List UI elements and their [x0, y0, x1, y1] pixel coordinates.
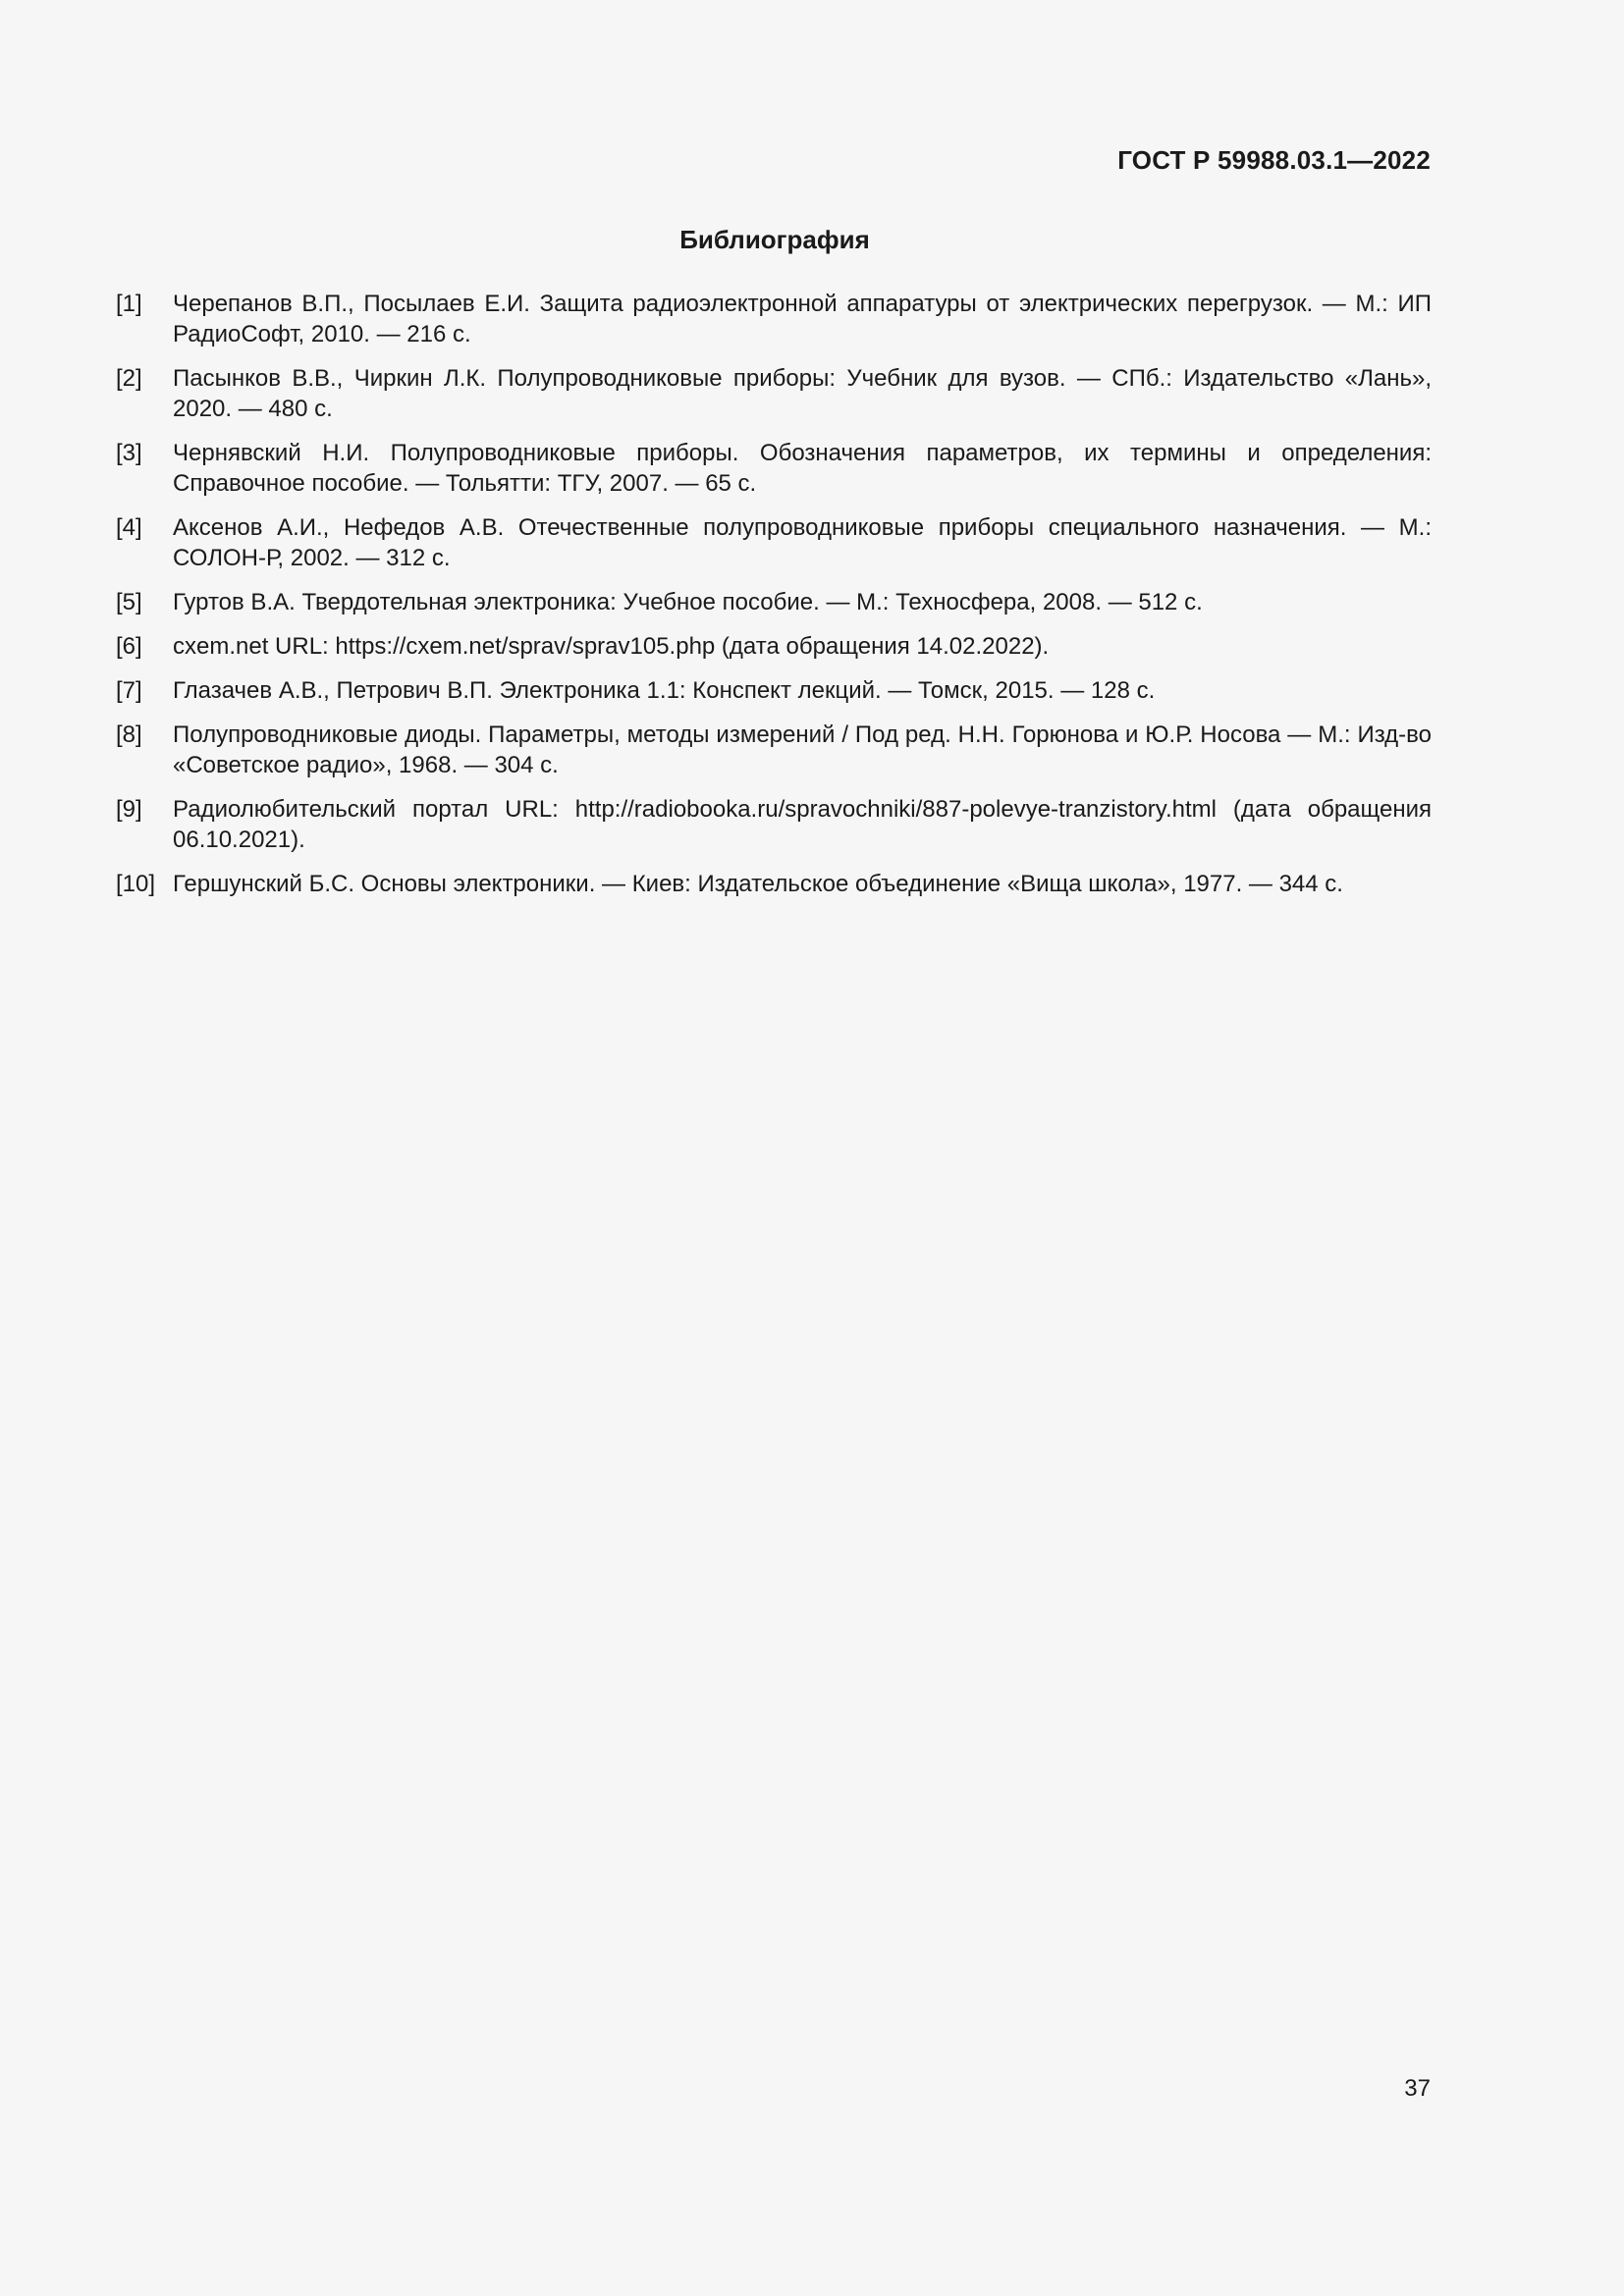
entry-text: Глазачев А.В., Петрович В.П. Электроника 1.1: Конспект лекций. — Томск, 2015. — 128 с. [173, 677, 1156, 704]
entry-text: Аксенов А.И., Нефедов А.В. Отечественные полупроводниковые приборы специального назначения. — М.: СОЛОН-Р, 2002. — 312 с. [173, 514, 1432, 571]
entry-number: [6] [116, 633, 142, 660]
bibliography-entry [116, 363, 1432, 424]
entry-number: [2] [116, 365, 142, 392]
entry-number: [1] [116, 291, 142, 317]
bibliography-list [116, 289, 1432, 913]
entry-number: [7] [116, 677, 142, 704]
entry-number: [8] [116, 721, 142, 748]
entry-text: Гершунский Б.С. Основы электроники. — Киев: Издательское объединение «Вища школа», 1977. — 344 с. [173, 871, 1343, 897]
page-number: 37 [1404, 2075, 1431, 2102]
entry-number: [4] [116, 514, 142, 541]
section-title: Библиография [679, 225, 870, 254]
entry-text: Чернявский Н.И. Полупроводниковые приборы. Обозначения параметров, их термины и определения: Справочное пособие. — Тольятти: ТГУ, 2007. — 65 с. [173, 440, 1432, 497]
bibliography-entry [116, 675, 1432, 706]
entry-number: [5] [116, 589, 142, 615]
bibliography-entry [116, 512, 1432, 573]
bibliography-entry [116, 720, 1432, 780]
entry-number: [3] [116, 440, 142, 466]
entry-text: Пасынков В.В., Чиркин Л.К. Полупроводниковые приборы: Учебник для вузов. — СПб.: Издательство «Лань», 2020. — 480 с. [173, 365, 1432, 422]
bibliography-entry [116, 631, 1432, 662]
entry-number: [10] [116, 871, 156, 897]
bibliography-entry [116, 794, 1432, 855]
bibliography-entry [116, 587, 1432, 617]
document-standard-id: ГОСТ Р 59988.03.1—2022 [1117, 145, 1431, 175]
entry-number: [9] [116, 796, 142, 823]
entry-text: Радиолюбительский портал URL: http://radiobooka.ru/spravochniki/887-polevye-tranzistory.html (дата обращения 06.10.2021). [173, 796, 1432, 853]
bibliography-entry [116, 289, 1432, 349]
entry-text: cxem.net URL: https://cxem.net/sprav/sprav105.php (дата обращения 14.02.2022). [173, 633, 1050, 660]
entry-text: Черепанов В.П., Посылаев Е.И. Защита радиоэлектронной аппаратуры от электрических перегрузок. — М.: ИП РадиоСофт, 2010. — 216 с. [173, 291, 1432, 347]
entry-text: Гуртов В.А. Твердотельная электроника: Учебное пособие. — М.: Техносфера, 2008. — 512 с. [173, 589, 1203, 615]
entry-text: Полупроводниковые диоды. Параметры, методы измерений / Под ред. Н.Н. Горюнова и Ю.Р. Носова — М.: Изд-во «Советское радио», 1968. — 304 с. [173, 721, 1432, 778]
bibliography-entry [116, 438, 1432, 499]
bibliography-entry [116, 869, 1432, 899]
